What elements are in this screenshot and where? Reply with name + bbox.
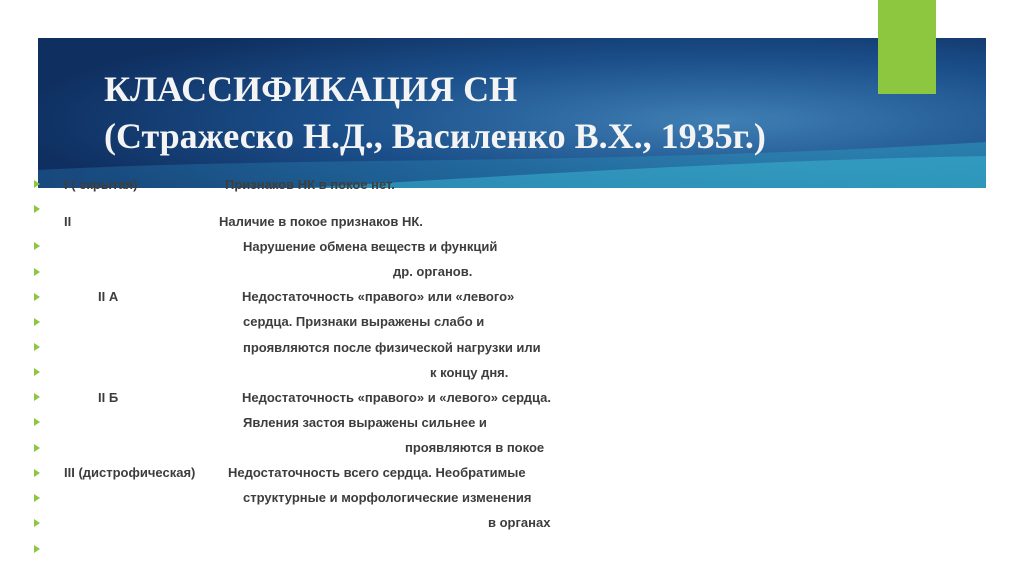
bullet-icon [34,444,40,452]
bullet-icon [34,318,40,326]
stage-description: Недостаточность «правого» или «левого» [242,289,515,304]
bullet-icon [34,469,40,477]
slide-title [104,66,766,160]
stage-description: Нарушение обмена веществ и функций [243,239,498,254]
stage-label: II Б [98,390,119,405]
stage-description: к концу дня. [430,365,509,380]
bullet-icon [34,268,40,276]
stage-description: Явления застоя выражены сильнее и [243,415,487,430]
stage-description: структурные и морфологические изменения [243,490,532,505]
accent-bar [878,0,936,94]
stage-description: Недостаточность «правого» и «левого» сердца. [242,390,551,405]
stage-description: др. органов. [393,264,473,279]
stage-description: сердца. Признаки выражены слабо и [243,314,485,329]
bullet-icon [34,418,40,426]
stage-description: проявляются после физической нагрузки или [243,340,541,355]
bullet-icon [34,293,40,301]
bullet-icon [34,343,40,351]
title-line-2: (Стражеско Н.Д., Василенко В.Х., 1935г.) [104,116,766,156]
stage-label: I ( скрытая) [64,177,138,192]
bullet-icon [34,519,40,527]
stage-description: Недостаточность всего сердца. Необратимые [228,465,526,480]
stage-description: Признаков НК в покое нет. [225,177,395,192]
bullet-icon [34,205,40,213]
stage-description: проявляются в покое [405,440,545,455]
stage-label: II [64,214,72,229]
bullet-icon [34,368,40,376]
bullet-icon [34,180,40,188]
stage-description: в органах [488,515,551,530]
stage-label: II А [98,289,119,304]
stage-description: Наличие в покое признаков НК. [219,214,423,229]
bullet-icon [34,393,40,401]
bullet-icon [34,494,40,502]
stage-label: III (дистрофическая) [64,465,196,480]
bullet-icon [34,545,40,553]
title-line-1: КЛАССИФИКАЦИЯ СН [104,69,518,109]
bullet-icon [34,242,40,250]
